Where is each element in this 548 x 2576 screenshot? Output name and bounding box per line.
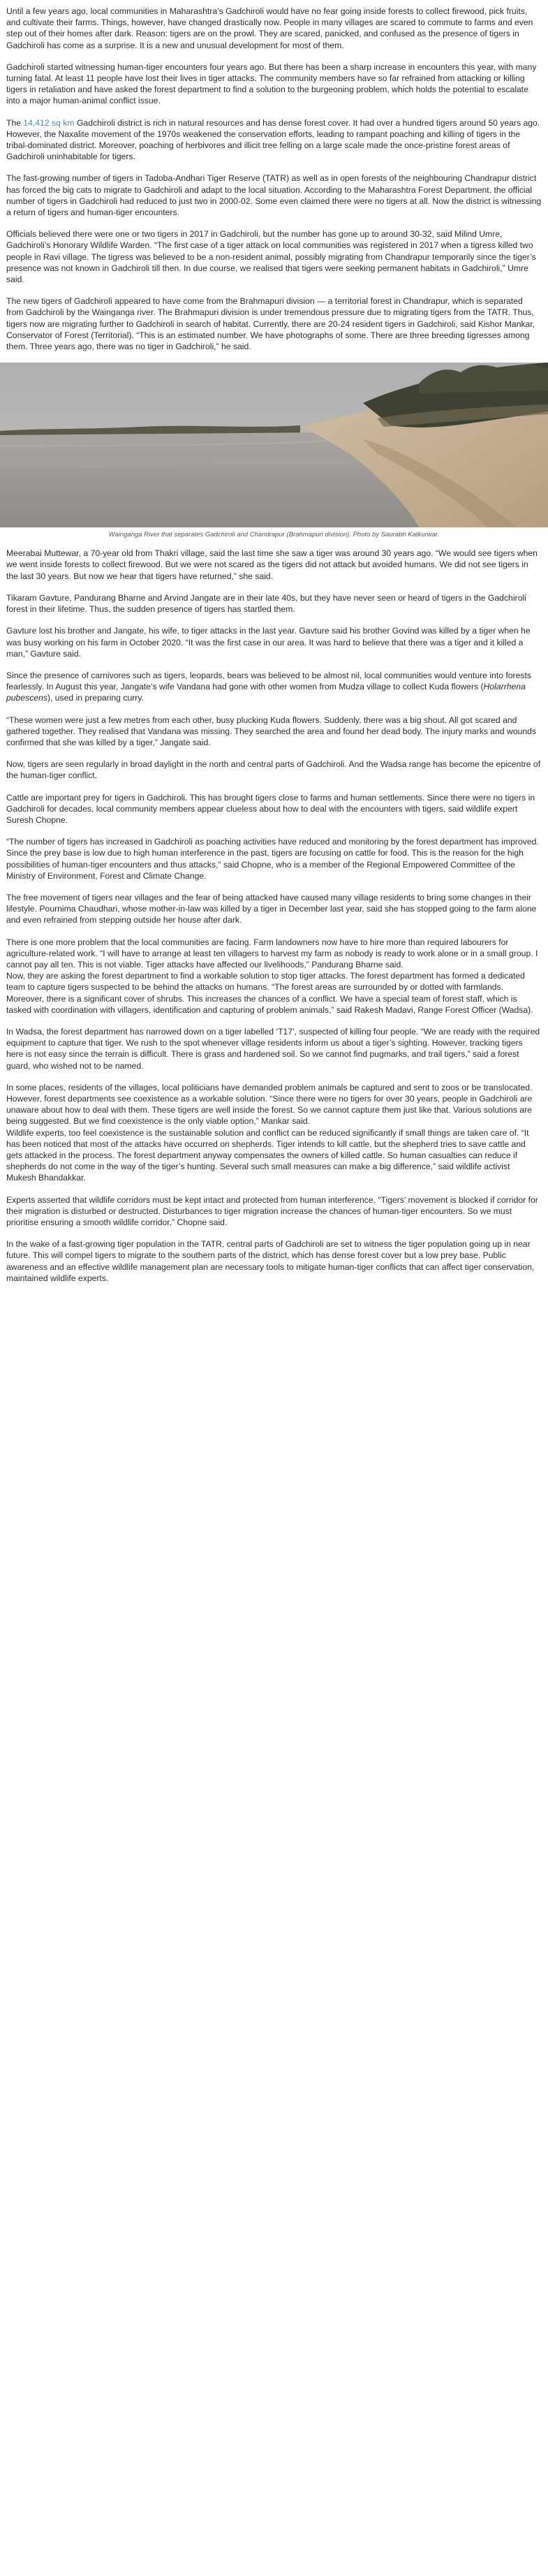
paragraph: Tikaram Gavture, Pandurang Bharne and Arvind Jangate are in their late 40s, but they have never seen or heard of tigers in the Gadchiroli forest in their lifetime. Thus, the sudden presence of tigers has startled them. (6, 592, 526, 615)
paragraph: Officials believed there were one or two tigers in 2017 in Gadchiroli, but the number has gone up to around 30-32, said Milind Umre, Gadchiroli’s Honorary Wildlife Warden. “The first case of a tiger attack on local communities was registered in 2017 when a tigress killed two people in Ravi village. The tigress was believed to be a non-resident animal, possibly migrating from Chandrapur temporarily since the tiger’s presence was not known in Gadchiroli till then. In due course, we realised that tigers were seeking permanent habitats in Gadchiroli,” Umre said. (6, 229, 536, 285)
paragraph: The free movement of tigers near villages and the fear of being attacked have caused many village residents to bring some changes in their lifestyle. Pournima Chaudhari, whose mother-in-law was killed by a tiger in December last year, said she has stopped going to the farm alone and even refrained from stepping outside her house after dark. (6, 892, 537, 925)
paragraph: Cattle are important prey for tigers in Gadchiroli. This has brought tigers close to farms and human settlements. Since there were no tigers in Gadchiroli for decades, local community members appear clueless about how to deal with the encounters with tigers, said wildlife expert Suresh Chopne. (6, 792, 535, 825)
paragraph: Until a few years ago, local communities in Maharashtra’s Gadchiroli would have no fear going inside forests to collect firewood, pick fruits, and cultivate their farms. Things, however, have changed drastically now. People in many villages are scared to commute to farms and even step out of their homes after dark. Reason: tigers are on the prowl. They are scared, panicked, and confused as the presence of tigers in Gadchiroli has come as a surprise. It is a new and unusual development for most of them. (6, 6, 533, 50)
paragraph: The new tigers of Gadchiroli appeared to have come from the Brahmapuri division — a territorial forest in Chandrapur, which is separated from Gadchiroli by the Wainganga river. The Brahmapuri division is under tremendous pressure due to migrating tigers from the TATR. Thus, tigers now are migrating further to Gadchiroli in search of habitat. Currently, there are 20-24 resident tigers in Gadchiroli, said Kishor Mankar, Conservator of Forest (Territorial). “This is an estimated number. We have photographs of some. There are three breeding tigresses among them. Three years ago, there was no tiger in Gadchiroli,” he said. (6, 296, 535, 352)
paragraph (6, 117, 542, 163)
paragraph: In some places, residents of the villages, local politicians have demanded problem animals be captured and sent to zoos or be translocated. However, forest departments see coexistence as a workable solution. “Since there were no tigers for over 30 years, people in Gadchiroli are unaware about how to deal with them. These tigers are well inside the forest. So we cannot capture them just like that. Various solutions are being suggested. But we find coexistence is the only viable option,” Mankar said. (6, 1082, 533, 1127)
species-name: Holarrhena pubescens (6, 682, 526, 703)
paragraph: Gadchiroli started witnessing human-tiger encounters four years ago. But there has been a sharp increase in encounters this year, with many turning fatal. At least 11 people have lost their lives in tiger attacks. The community members have so far refrained from attacking or killing tigers in retaliation and have asked the forest department to find a solution to the burgeoning problem, which holds the potential to escalate into a major human-animal conflict issue. (6, 61, 537, 106)
paragraph: Wildlife experts, too feel coexistence is the sustainable solution and conflict can be reduced significantly if small things are taken care of. “It has been noticed that most of the attacks have occurred on shepherds. Tiger intends to kill cattle, but the shepherd tries to save cattle and gets attacked in the process. The forest department anyway compensates the owners of killed cattle. So human casualties can reduce if shepherds do not come in the way of the tiger’s hunting. Several such small measures can make a big difference,” said wildlife activist Mukesh Bhandakkar. (6, 1127, 529, 1183)
paragraph: Now, tigers are seen regularly in broad daylight in the north and central parts of Gadchiroli. And the Wadsa range has become the epicentre of the human-tiger conflict. (6, 759, 541, 781)
article-figure (0, 363, 548, 527)
article-body (0, 0, 548, 1284)
paragraph: Meerabai Muttewar, a 70-year old from Thakri village, said the last time she saw a tiger was around 30 years ago. “We would see tigers when we went inside forests to collect firewood. But we were not scared as the tigers did not attack but avoided humans. We did not see tigers in the last 30 years. But now we hear that tigers have returned,” she said. (6, 548, 538, 581)
paragraph: In Wadsa, the forest department has narrowed down on a tiger labelled ‘T17’, suspected of killing four people. “We are ready with the required equipment to capture that tiger. We rush to the spot whenever village residents inform us about a tiger’s sighting. However, tracking tigers here is not easy since the terrain is difficult. There is grass and hardened soil. So we cannot find pugmarks, and trail tigers,” said a forest guard, who wished not to be named. (6, 1026, 540, 1071)
paragraph-text: The (6, 117, 24, 128)
paragraph: Gavture lost his brother and Jangate, his wife, to tiger attacks in the last year. Gavture said his brother Govind was killed by a tiger when he was busy working on his farm in October 2020. “It was the first case in our area. It was hard to believe that there was a tiger and it killed a man,” Gavture said. (6, 626, 531, 659)
paragraph (6, 670, 542, 704)
river-photo (0, 363, 548, 527)
paragraph: “These women were just a few metres from each other, busy plucking Kuda flowers. Suddenly, there was a big shout. All got scared and gathered together. They realised that Vandana was missing. They searched the area and found her dead body. The injury marks and wounds confirmed that she was killed by a tiger,” Jangate said. (6, 715, 537, 747)
paragraph: Now, they are asking the forest department to find a workable solution to stop tiger attacks. The forest department has formed a dedicated team to capture tigers suspected to be behind the attacks on humans. “The forest areas are surrounded by or dotted with farmlands. Moreover, there is a significant cover of shrubs. This increases the chances of a conflict. We have a special team of forest staff, which is tasked with coordination with villagers, identification and capturing of problem animals,” said Rakesh Madavi, Range Forest Officer (Wadsa). (6, 971, 533, 1015)
area-link[interactable]: 14,412 sq km (23, 117, 75, 128)
paragraph: The fast-growing number of tigers in Tadoba-Andhari Tiger Reserve (TATR) as well as in open forests of the neighbouring Chandrapur district has forced the big cats to migrate to Gadchiroli and adapt to the local situation. According to the Maharashtra Forest Department, the official number of tigers in Gadchiroli had reduced to just two in 2000-02. Some even claimed there were no tigers at all. Now the district is witnessing a return of tigers and human-tiger encounters. (6, 173, 542, 218)
paragraph-text: Since the presence of carnivores such as tigers, leopards, bears was believed to be almost nil, local communities would venture into forests fearlessly. In August this year, Jangate’s wife Vandana had gone with other women from Mudza village to collect Kuda flowers ( (6, 670, 531, 692)
photo-caption: Wainganga River that separates Gadchiroli and Chandrapur (Brahmapuri division). Photo by Saurabh Katkurwar. (108, 531, 440, 539)
paragraph-text: Gadchiroli district is rich in natural resources and has dense forest cover. It had over a hundred tigers around 50 years ago. However, the Naxalite movement of the 1970s weakened the conservation efforts, leading to rampant poaching and killing of tigers in the tribal-dominated district. Moreover, poaching of herbivores and illicit tree felling on a large scale made the once-pristine forest areas of Gadchiroli uninhabitable for tigers. (6, 117, 540, 162)
paragraph: Experts asserted that wildlife corridors must be kept intact and protected from human interference. “Tigers’ movement is blocked if corridor for their migration is disturbed or destructed. Disturbances to tiger migration increase the chances of human-tiger encounters. So we must prioritise ensuring a smooth wildlife corridor,” Chopne said. (6, 1194, 538, 1228)
paragraph: “The number of tigers has increased in Gadchiroli as poaching activities have reduced and monitoring by the forest department has improved. Since the prey base is low due to high human interference in the past, tigers are focusing on cattle for food. This is the reason for the high possibilities of human-tiger encounters and thus attacks,” said Chopne, who is a member of the Regional Empowered Committee of the Ministry of Environment, Forest and Climate Change. (6, 837, 539, 881)
paragraph: In the wake of a fast-growing tiger population in the TATR, central parts of Gadchiroli are set to witness the tiger population going up in near future. This will compel tigers to migrate to the southern parts of the district, which has dense forest cover but a low prey base. Public awareness and an effective wildlife management plan are necessary tools to mitigate human-tiger conflicts that can affect tiger conservation, maintained wildlife experts. (6, 1239, 535, 1283)
paragraph-text: ), used in preparing curry. (47, 693, 144, 703)
paragraph: There is one more problem that the local communities are facing. Farm landowners now have to hire more than required labourers for agriculture-related work. “I will have to arrange at least ten villagers to harvest my farm as nobody is ready to work alone or in a small group. I cannot pay all ten. This is not viable. Tiger attacks have affected our livelihoods,” Pandurang Bharne said. (6, 937, 538, 969)
